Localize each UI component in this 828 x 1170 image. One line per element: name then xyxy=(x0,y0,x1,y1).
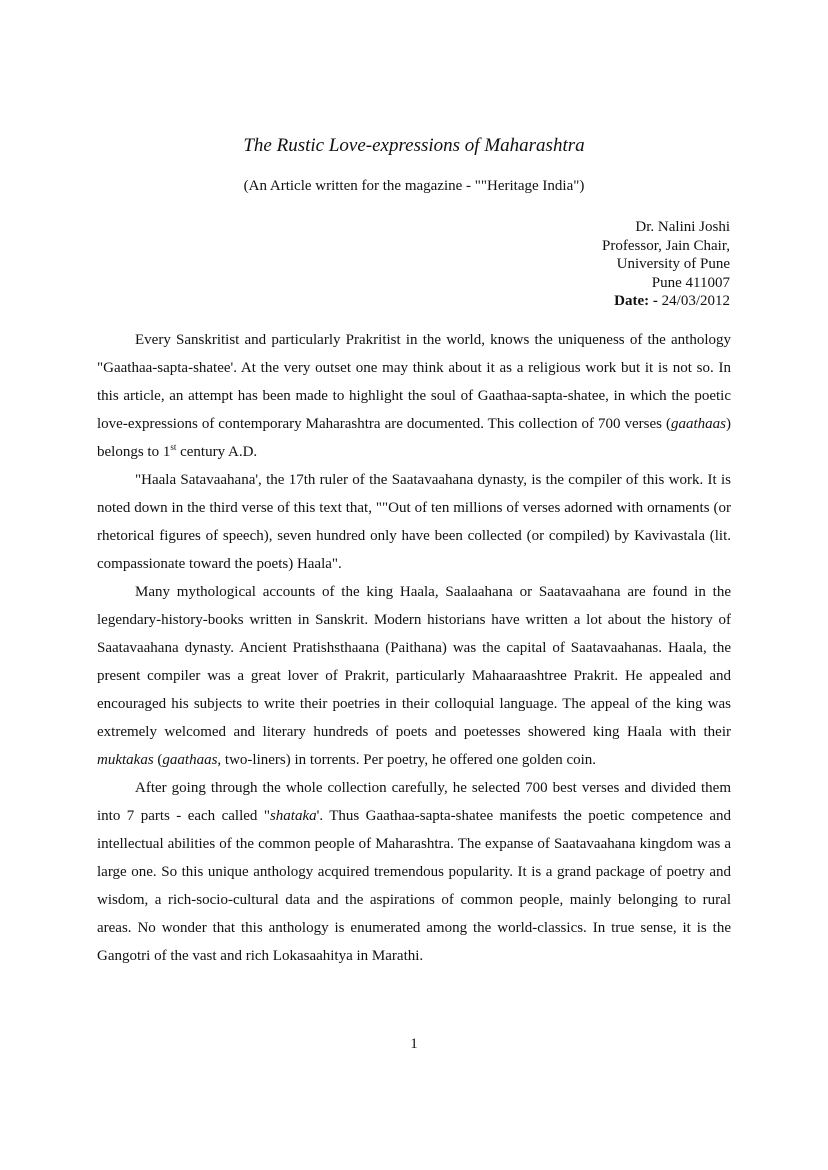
paragraph-4-text-2: '. Thus Gaathaa-sapta-shatee manifests the poetic competence and intellectual abilities of the common people of Maharashtra. The expanse of Saatavaahana kingdom was a large one. So this unique anthology acquired tremendous popularity. It is a grand package of poetry and wisdom, a rich-socio-cultural data and the aspirations of common people, mainly belonging to rural areas. No wonder that this anthology is enumerated among the world-classics. In true sense, it is the Gangotri of the vast and rich Lokasaahitya in Marathi. xyxy=(97,808,731,964)
paragraph-3-italic-2: gaathaas xyxy=(162,752,218,768)
date-value: 24/03/2012 xyxy=(657,293,730,309)
paragraph-1-text-3: century A.D. xyxy=(176,444,258,460)
article-title: The Rustic Love-expressions of Maharashtra xyxy=(243,135,585,156)
paragraph-2: "Haala Satavaahana', the 17th ruler of the Saatavaahana dynasty, is the compiler of this work. It is noted down in the third verse of this text that, ""Out of ten millions of verses adorned with ornaments (or rhetorical figures of speech), seven hundred only have been collected (or compiled) by Kavivastala (lit. compassionate toward the poets) Haala". xyxy=(97,472,731,572)
author-city: Pune 411007 xyxy=(651,274,730,291)
paragraph-3 xyxy=(97,578,731,774)
author-institution: University of Pune xyxy=(616,256,730,272)
paragraph-3-text-2: ( xyxy=(153,752,163,768)
author-date xyxy=(602,292,730,311)
page-number: 1 xyxy=(410,1036,418,1052)
author-block xyxy=(602,218,730,311)
paragraph-4 xyxy=(97,774,731,970)
author-position: Professor, Jain Chair, xyxy=(602,237,730,254)
paragraph-1-superscript: st xyxy=(170,442,177,452)
paragraph-3-text: Many mythological accounts of the king Haala, Saalaahana or Saatavaahana are found in the legendary-history-books written in Sanskrit. Modern historians have written a lot about the history of Saatavaahana dynasty. Ancient Pratishsthaana (Paithana) was the capital of Saatavaahanas. Haala, the present compiler was a great lover of Prakrit, particularly Mahaaraashtree Prakrit. He appealed and encouraged his subjects to write their poetries in their colloquial language. The appeal of the king was extremely welcomed and literary hundreds of poets and poetesses showered king Haala with their xyxy=(97,584,731,740)
paragraph-1 xyxy=(97,326,731,466)
author-name: Dr. Nalini Joshi xyxy=(635,219,730,235)
paragraph-3-italic: muktakas xyxy=(97,752,154,768)
paragraph-1-text-2: ) belongs to 1 xyxy=(97,416,731,460)
paragraph-1-text: Every Sanskritist and particularly Prakritist in the world, knows the uniqueness of the anthology "Gaathaa-sapta-shatee'. At the very outset one may think about it as a religious work but it is not so. In this article, an attempt has been made to highlight the soul of Gaathaa-sapta-shatee, in which the poetic love-expressions of contemporary Maharashtra are documented. This collection of 700 verses ( xyxy=(97,332,731,432)
paragraph-3-text-3: , two-liners) in torrents. Per poetry, he offered one golden coin. xyxy=(217,752,597,768)
article-subtitle: (An Article written for the magazine - ""Heritage India") xyxy=(243,178,585,194)
paragraph-1-italic: gaathaas xyxy=(670,416,726,432)
paragraph-4-italic: shataka xyxy=(269,808,317,824)
date-label: Date: - xyxy=(614,293,658,309)
paragraph-4-text: After going through the whole collection carefully, he selected 700 best verses and divided them into 7 parts - each called " xyxy=(97,780,731,824)
article-body xyxy=(97,326,731,970)
